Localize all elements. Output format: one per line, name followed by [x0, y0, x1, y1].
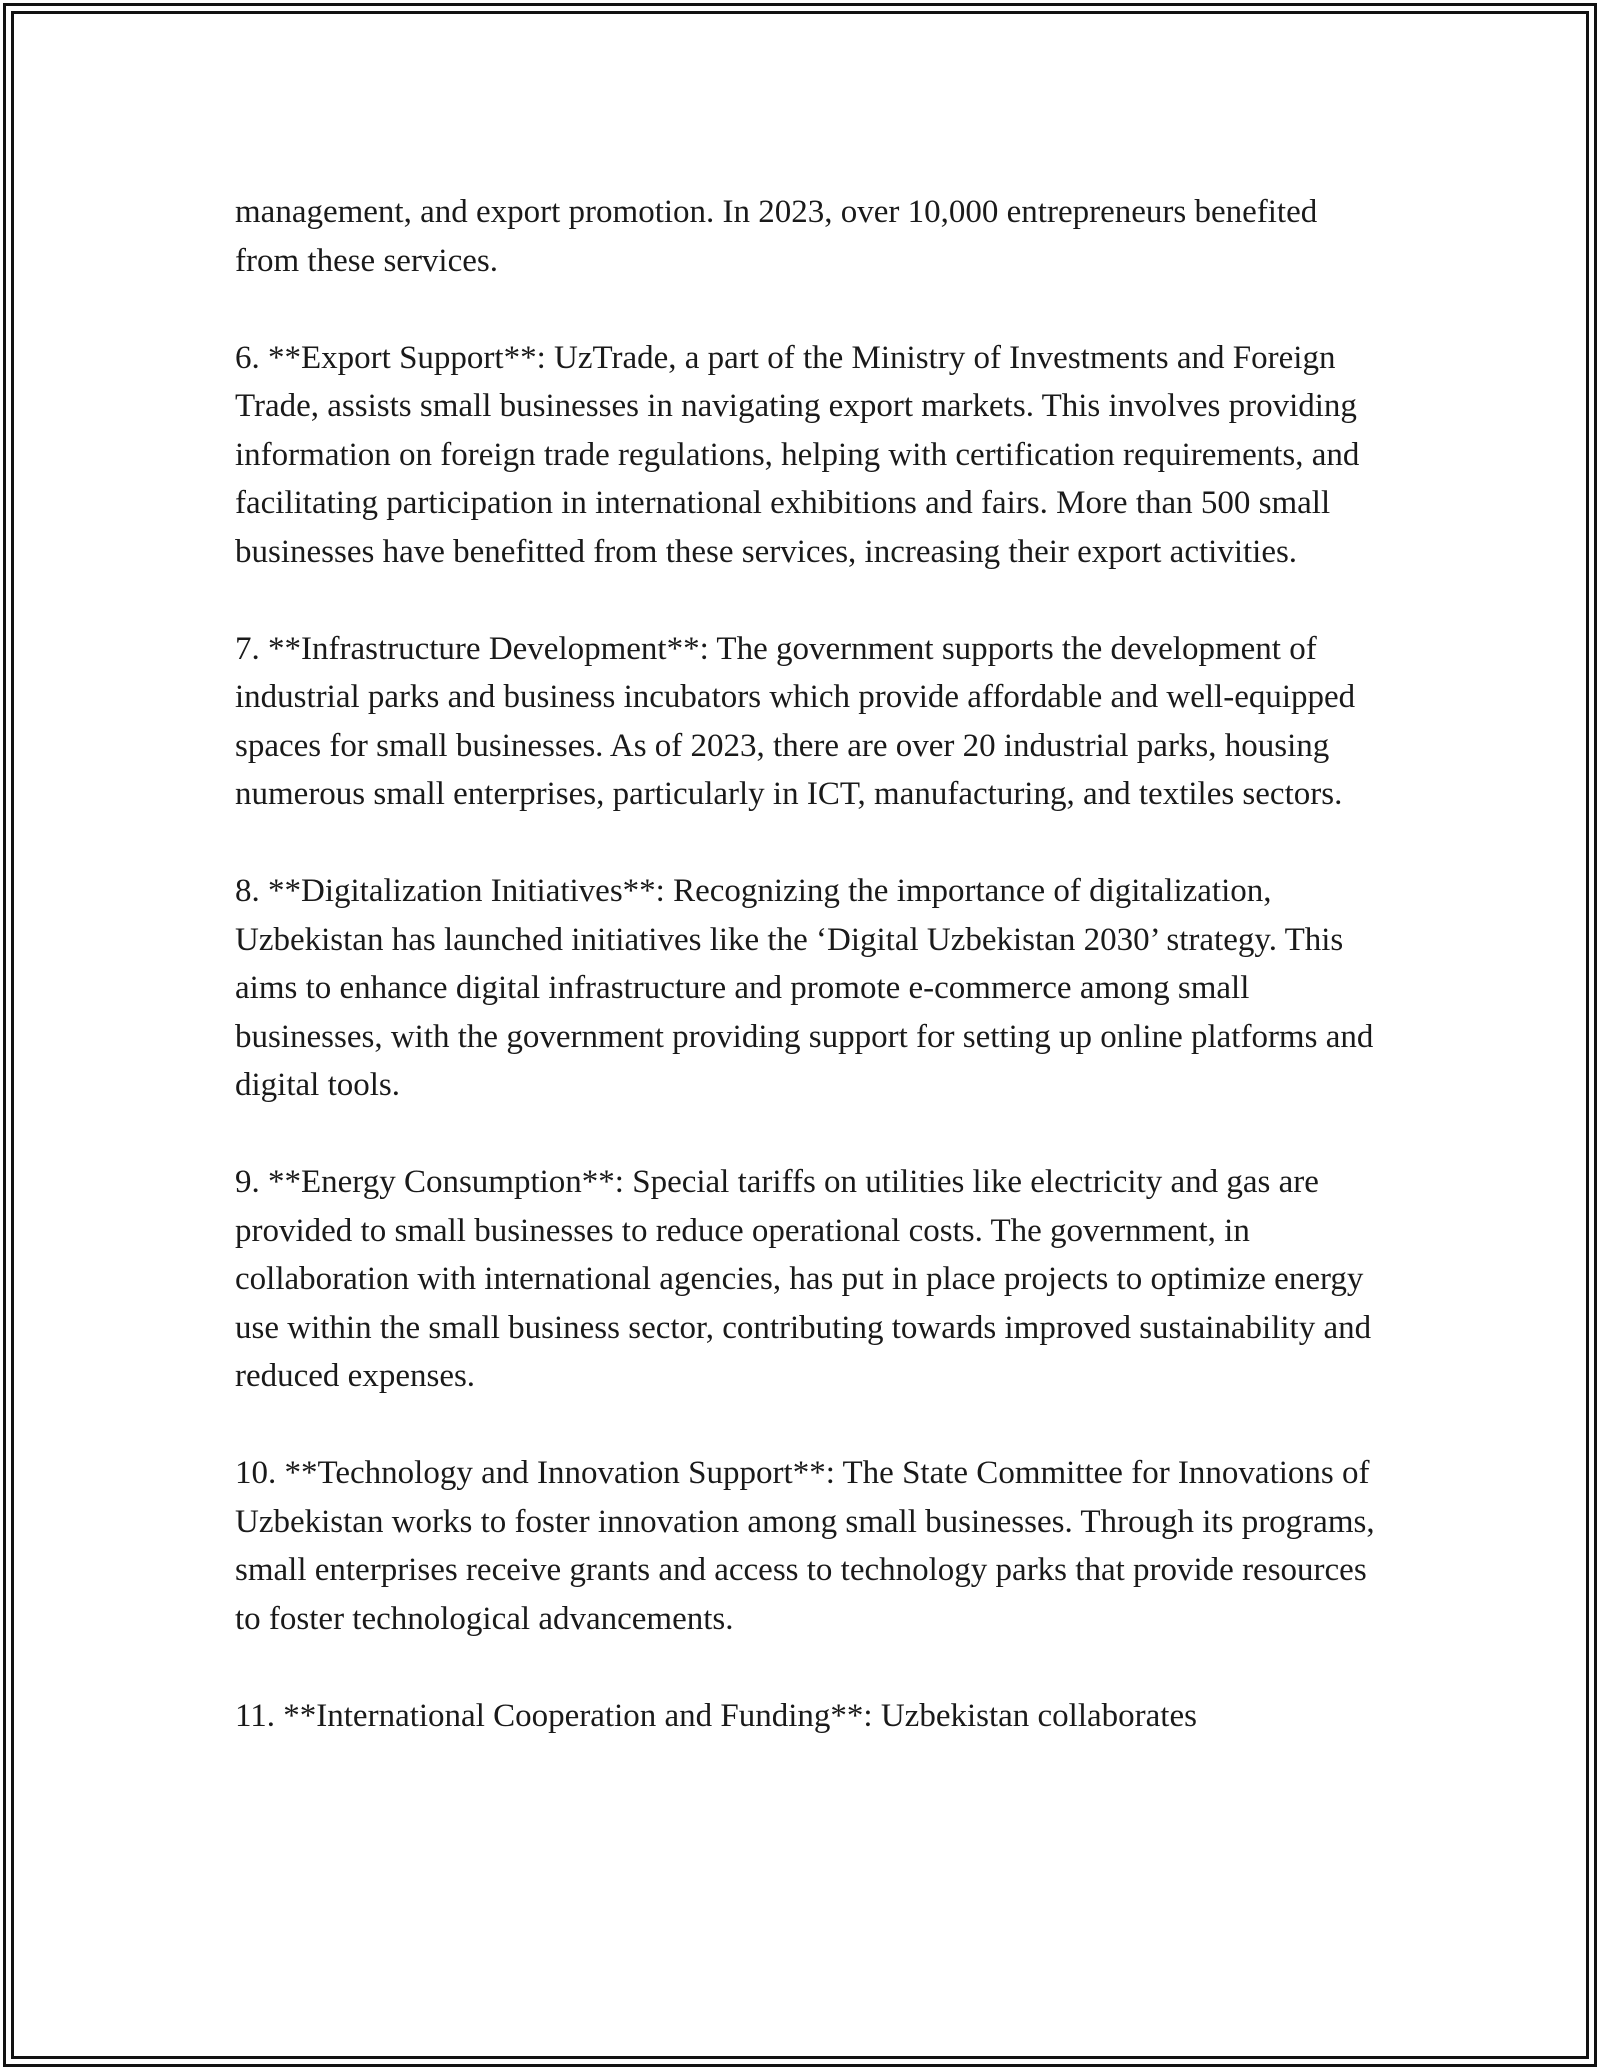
paragraph-technology-innovation-support: 10. **Technology and Innovation Support**: The State Committee for Innovations of Uzbekistan works to foster innovation among small businesses. Through its programs, small enterprises receive grants and access to technology parks that provide resources to foster technological advancements.	[235, 1455, 1375, 1637]
paragraph-energy-consumption: 9. **Energy Consumption**: Special tariffs on utilities like electricity and gas are provided to small businesses to reduce operational costs. The government, in collaboration with international agencies, has put in place projects to optimize energy use within the small business sector, contributing towards improved sustainability and reduced expenses.	[235, 1164, 1372, 1394]
document-body	[235, 188, 1385, 1740]
paragraph-international-cooperation: 11. **International Cooperation and Funding**: Uzbekistan collaborates	[235, 1697, 1197, 1734]
paragraph-continuation: management, and export promotion. In 2023, over 10,000 entrepreneurs benefited from these services.	[235, 194, 1318, 279]
paragraph-infrastructure-development: 7. **Infrastructure Development**: The government supports the development of industrial parks and business incubators which provide affordable and well-equipped spaces for small businesses. As of 2023, there are over 20 industrial parks, housing numerous small enterprises, particularly in ICT, manufacturing, and textiles sectors.	[235, 630, 1356, 812]
paragraph-export-support: 6. **Export Support**: UzTrade, a part of the Ministry of Investments and Foreign Trade, assists small businesses in navigating export markets. This involves providing information on foreign trade regulations, helping with certification requirements, and facilitating participation in international exhibitions and fairs. More than 500 small businesses have benefitted from these services, increasing their export activities.	[235, 339, 1360, 570]
paragraph-digitalization-initiatives: 8. **Digitalization Initiatives**: Recognizing the importance of digitalization, Uzbekistan has launched initiatives like the ‘Digital Uzbekistan 2030’ strategy. This aims to enhance digital infrastructure and promote e-commerce among small businesses, with the government providing support for setting up online platforms and digital tools.	[235, 873, 1374, 1103]
